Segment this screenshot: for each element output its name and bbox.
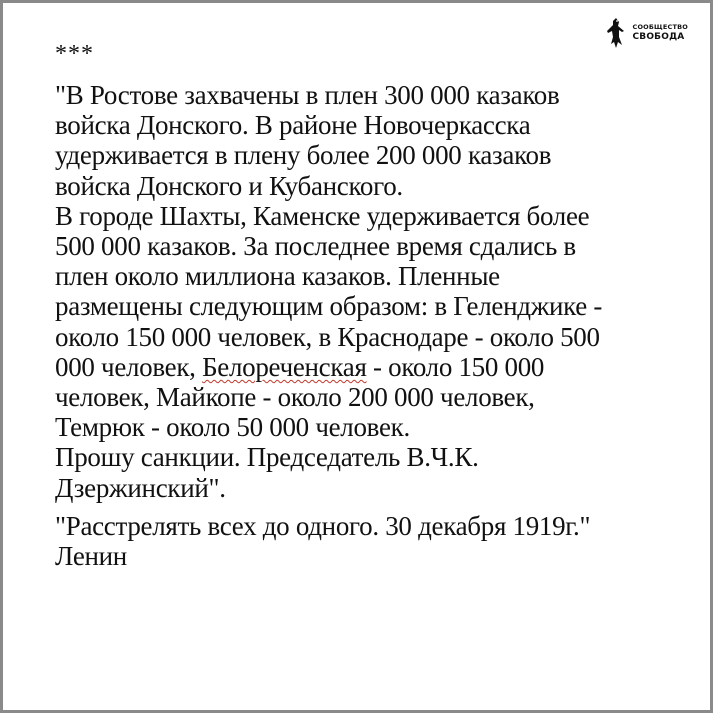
separator: *** bbox=[55, 41, 94, 67]
text-line: войска Донского. В районе Новочеркасска bbox=[55, 110, 531, 141]
text-line: Прошу санкции. Председатель В.Ч.К. bbox=[55, 442, 479, 473]
reply-quote bbox=[55, 511, 680, 571]
text-segment: 000 человек, bbox=[55, 351, 203, 382]
spellcheck-word: Белореченская bbox=[202, 351, 367, 382]
text-line: человек, Майкопе - около 200 000 человек, bbox=[55, 382, 535, 413]
text-line: удерживается в плену более 200 000 казаков bbox=[55, 140, 552, 171]
logo-line2: СВОБОДА bbox=[632, 31, 685, 42]
text-line: Дзержинский". bbox=[55, 472, 226, 503]
telegram-quote bbox=[55, 80, 680, 503]
logo-line1: СООБЩЕСТВО bbox=[632, 23, 688, 32]
text-line: "Расстрелять всех до одного. 30 декабря 1919г." bbox=[55, 510, 591, 541]
text-line: около 150 000 человек, в Краснодаре - около 500 bbox=[55, 321, 600, 352]
signature-line: Ленин bbox=[55, 541, 127, 572]
text-line: 500 000 казаков. За последнее время сдались в bbox=[55, 231, 576, 262]
text-line: Темрюк - около 50 000 человек. bbox=[55, 412, 410, 443]
document-body bbox=[55, 40, 680, 571]
text-line: войска Донского и Кубанского. bbox=[55, 170, 403, 201]
text-line: плен около миллиона казаков. Пленные bbox=[55, 261, 500, 292]
text-line bbox=[55, 352, 680, 382]
text-segment: - около 150 000 bbox=[366, 351, 545, 382]
text-line: размещены следующим образом: в Геленджике - bbox=[55, 291, 603, 322]
text-line: "В Ростове захвачены в плен 300 000 казаков bbox=[55, 80, 560, 110]
text-line: В городе Шахты, Каменске удерживается более bbox=[55, 200, 590, 231]
